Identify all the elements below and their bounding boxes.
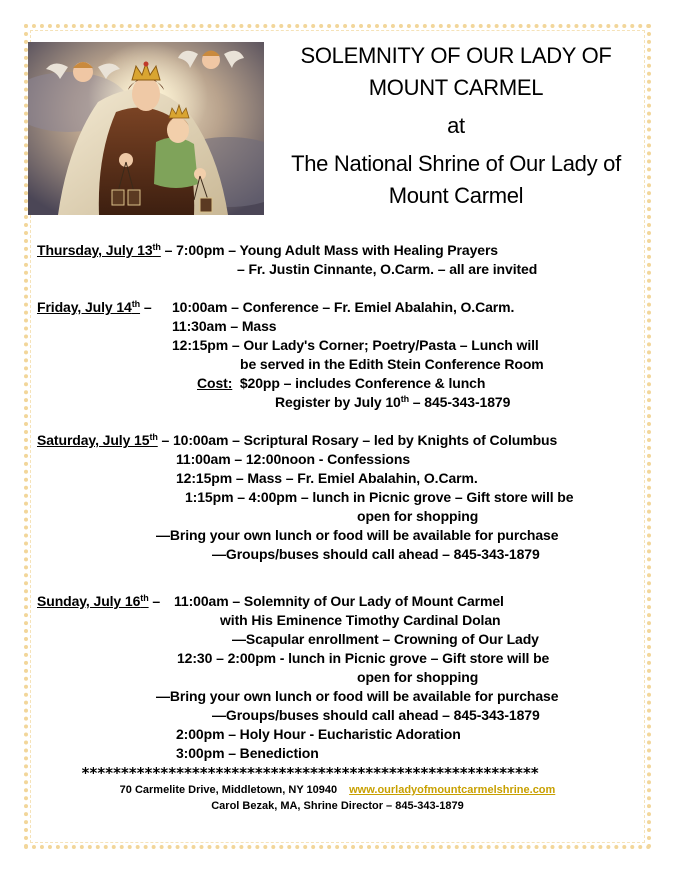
schedule-item: 10:00am – Conference – Fr. Emiel Abalahin, O.Carm. (172, 299, 515, 315)
footer-director: Carol Bezak, MA, Shrine Director – 845-343-1879 (211, 800, 464, 812)
schedule-item: be served in the Edith Stein Conference Room (240, 356, 544, 372)
friday-heading: Friday, July 14th – (37, 299, 152, 315)
our-lady-image (28, 42, 264, 215)
schedule-item: 12:30 – 2:00pm - lunch in Picnic grove – Gift store will be (177, 650, 550, 666)
schedule-item: —Scapular enrollment – Crowning of Our Lady (232, 631, 539, 647)
schedule-item: open for shopping (357, 508, 479, 524)
asterisk-separator: ********************************************************** (81, 764, 539, 782)
footer-address: 70 Carmelite Drive, Middletown, NY 10940 (119, 784, 338, 796)
schedule-item: —Bring your own lunch or food will be available for purchase (156, 527, 559, 543)
footer-address-line (0, 784, 675, 796)
schedule-item: 11:30am – Mass (172, 318, 277, 334)
schedule-item: 12:15pm – Our Lady's Corner; Poetry/Pasta – Lunch will (172, 337, 539, 353)
our-lady-illustration (28, 42, 264, 215)
schedule-item: —Groups/buses should call ahead – 845-343-1879 (212, 707, 540, 723)
schedule-item: 2:00pm – Holy Hour - Eucharistic Adoration (176, 726, 461, 742)
schedule-item: with His Eminence Timothy Cardinal Dolan (220, 612, 501, 628)
cost-line: Cost: $20pp – includes Conference & lunch (197, 375, 486, 391)
register-line: Register by July 10th – 845-343-1879 (275, 394, 511, 410)
title-line: Mount Carmel (388, 183, 524, 208)
schedule-item: 11:00am – 12:00noon - Confessions (176, 451, 411, 467)
thursday-heading: Thursday, July 13th – 7:00pm – Young Adult Mass with Healing Prayers (37, 242, 498, 258)
sunday-heading: Sunday, July 16th – (37, 593, 161, 609)
saturday-heading: Saturday, July 15th – 10:00am – Scriptural Rosary – led by Knights of Columbus (37, 432, 558, 448)
schedule-item: 11:00am – Solemnity of Our Lady of Mount Carmel (174, 593, 504, 609)
schedule-item: open for shopping (357, 669, 479, 685)
title-line: The National Shrine of Our Lady of (291, 151, 621, 176)
schedule-item: 1:15pm – 4:00pm – lunch in Picnic grove – Gift store will be (185, 489, 574, 505)
title-line: MOUNT CARMEL (368, 75, 544, 100)
title-line: at (447, 113, 465, 138)
schedule-item: 12:15pm – Mass – Fr. Emiel Abalahin, O.Carm. (176, 470, 478, 486)
thursday-detail: – Fr. Justin Cinnante, O.Carm. – all are invited (237, 261, 538, 277)
website-link[interactable]: www.ourladyofmountcarmelshrine.com (349, 784, 556, 796)
event-title (272, 40, 640, 212)
title-line: SOLEMNITY OF OUR LADY OF (300, 43, 612, 68)
schedule-item: 3:00pm – Benediction (176, 745, 319, 761)
schedule-item: —Groups/buses should call ahead – 845-343-1879 (212, 546, 540, 562)
schedule-item: —Bring your own lunch or food will be available for purchase (156, 688, 559, 704)
